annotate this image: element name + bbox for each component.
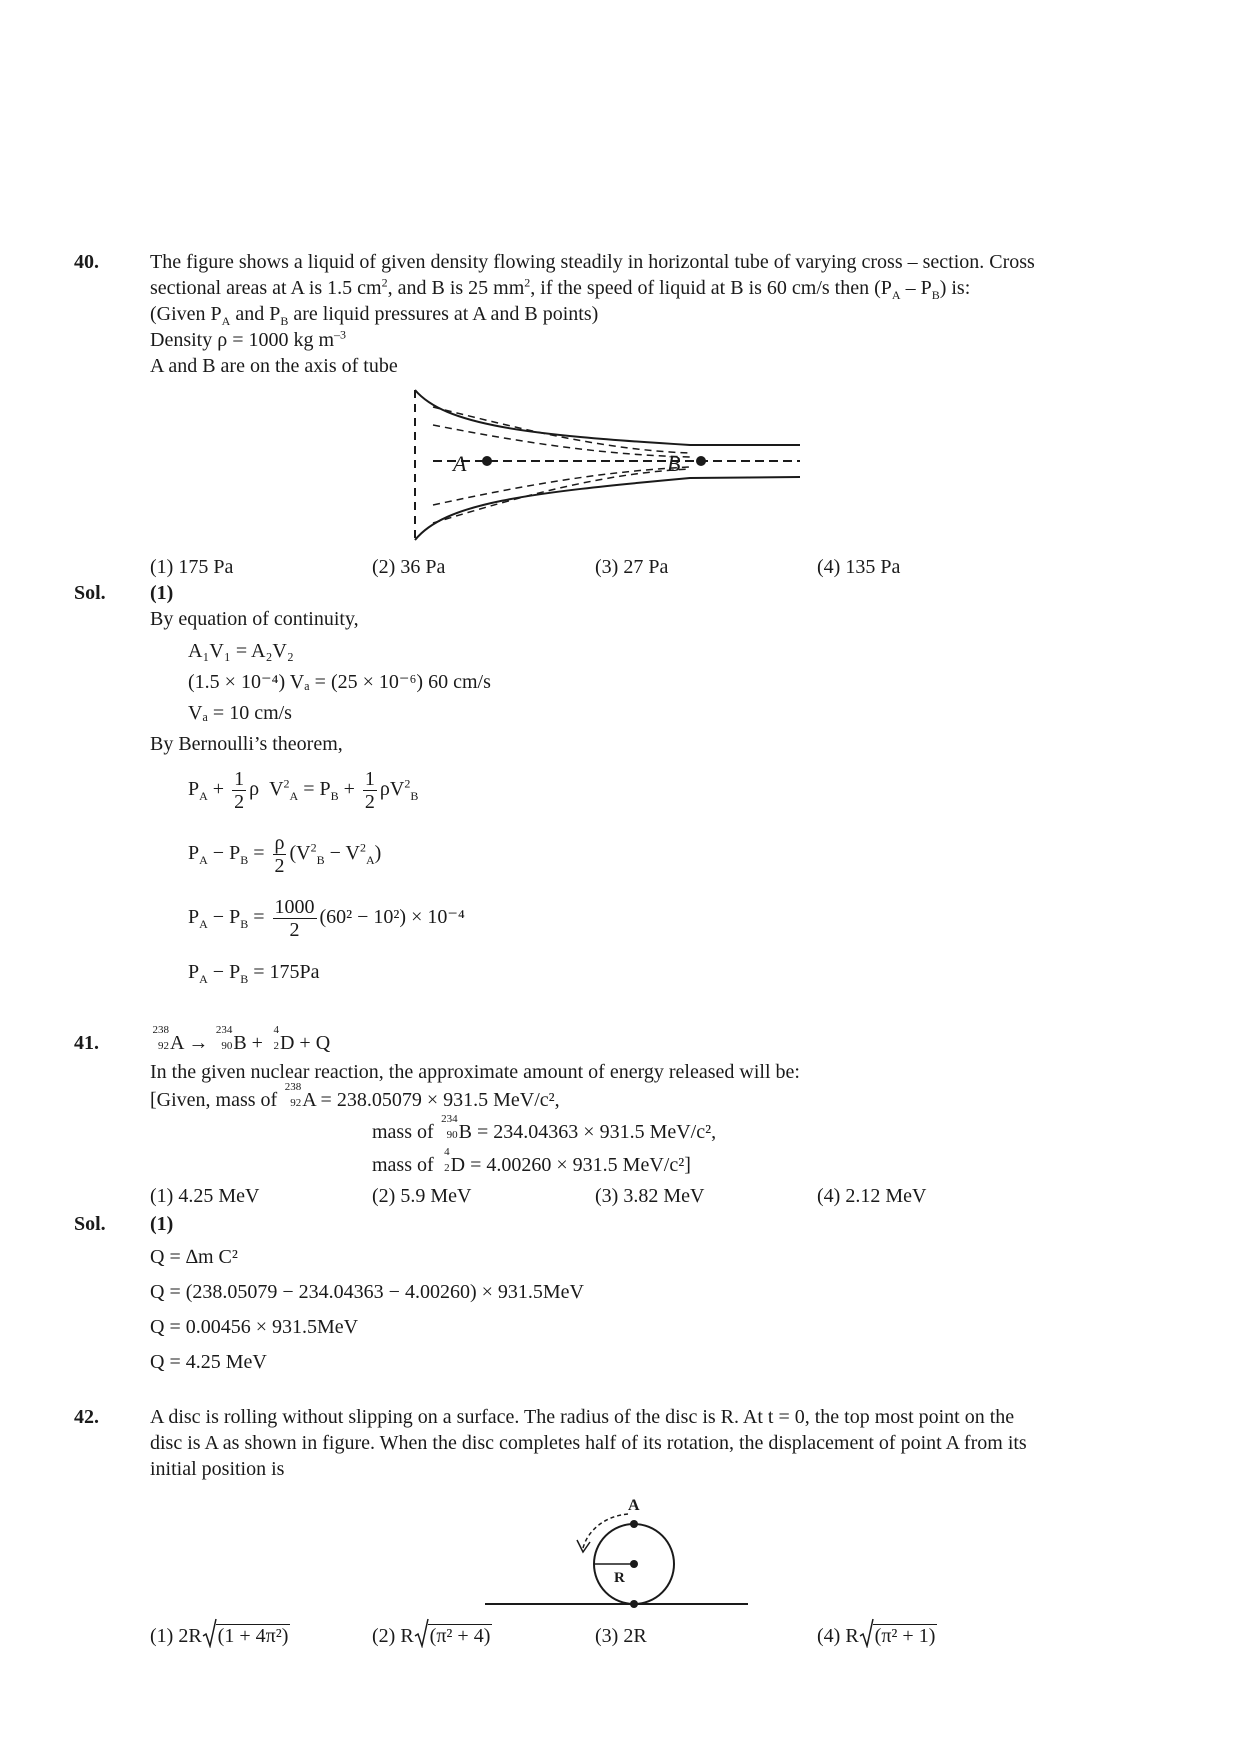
label-r: R bbox=[614, 1570, 625, 1586]
numerator: 1 bbox=[234, 768, 245, 790]
sub-a: A bbox=[365, 853, 375, 868]
sol40-eq-2: (1.5 × 10⁻⁴) Vₐ = (25 × 10⁻⁶) 60 cm/s bbox=[188, 671, 491, 693]
q41-option-3[interactable]: (3) 3.82 MeV bbox=[595, 1185, 705, 1207]
solution-label: Sol. bbox=[74, 582, 106, 604]
q40-text: (Given P bbox=[150, 303, 222, 325]
denominator: 2 bbox=[274, 855, 285, 877]
bernoulli-eq-4 bbox=[188, 960, 320, 985]
sup-2: 2 bbox=[283, 776, 290, 791]
q40-text: , if the speed of liquid at B is 60 cm/s then (P bbox=[530, 277, 892, 299]
sub-a: A bbox=[891, 288, 901, 302]
eq-text: = bbox=[248, 961, 270, 983]
sup-2: 2 bbox=[381, 275, 388, 290]
sub-b: B bbox=[410, 789, 419, 804]
label-b: B bbox=[667, 451, 681, 476]
q42-option-3[interactable]: (3) 2R bbox=[595, 1625, 647, 1647]
atomic-number: 2 bbox=[444, 1162, 450, 1174]
question-number-42: 42. bbox=[74, 1406, 99, 1428]
point-a-dot bbox=[482, 456, 492, 466]
numerator: 1000 bbox=[274, 896, 315, 918]
sol40-line-2: By Bernoulli’s theorem, bbox=[150, 733, 343, 755]
solution-answer: (1) bbox=[150, 1213, 174, 1235]
eq-text: ) bbox=[374, 842, 382, 865]
denominator: 2 bbox=[364, 791, 375, 813]
fraction bbox=[273, 832, 287, 877]
eq-text: + bbox=[338, 778, 360, 801]
option-text: (4) R bbox=[817, 1625, 859, 1647]
mass-number: 238 bbox=[152, 1024, 169, 1036]
contact-point-dot bbox=[630, 1600, 638, 1608]
q40-option-2[interactable]: (2) 36 Pa bbox=[372, 556, 446, 578]
q41-option-2[interactable]: (2) 5.9 MeV bbox=[372, 1185, 472, 1207]
eq-text: P bbox=[188, 961, 200, 983]
q41-given-d bbox=[372, 1146, 691, 1178]
atomic-number: 92 bbox=[158, 1040, 169, 1052]
q40-text: and P bbox=[230, 303, 281, 325]
eq-text: V bbox=[269, 778, 284, 801]
eq-text: ρ bbox=[379, 778, 390, 801]
sub-a: A bbox=[199, 917, 208, 932]
sol41-eq-4: Q = 4.25 MeV bbox=[150, 1351, 267, 1373]
isotope-d bbox=[268, 1024, 280, 1052]
mass-number: 234 bbox=[441, 1113, 458, 1125]
q41-reaction bbox=[150, 1024, 331, 1056]
sqrt bbox=[202, 1624, 291, 1649]
q40-text: – P bbox=[900, 277, 932, 299]
eq-text: − P bbox=[207, 906, 241, 929]
atomic-number: 2 bbox=[273, 1040, 279, 1052]
given-text: mass of bbox=[372, 1121, 434, 1143]
bernoulli-eq-1 bbox=[188, 768, 418, 813]
reaction-text: A → bbox=[170, 1032, 209, 1054]
sub-a: A bbox=[221, 314, 231, 328]
eq-text: − P bbox=[207, 961, 241, 983]
eq-text: = P bbox=[298, 778, 331, 801]
q41-option-4[interactable]: (4) 2.12 MeV bbox=[817, 1185, 927, 1207]
given-text: B = 234.04363 × 931.5 MeV/c², bbox=[458, 1121, 717, 1143]
eq-text: 175Pa bbox=[269, 961, 320, 983]
sub-b: B bbox=[280, 314, 289, 328]
q42-option-2[interactable] bbox=[372, 1624, 492, 1649]
sub-b: B bbox=[240, 853, 249, 868]
eq-text: P bbox=[188, 906, 200, 929]
q40-text: sectional areas at A is 1.5 cm bbox=[150, 277, 382, 299]
isotope-b bbox=[213, 1024, 233, 1052]
sub-b: B bbox=[240, 917, 249, 932]
eq-text: − bbox=[324, 842, 346, 865]
rolling-disc-figure bbox=[480, 1488, 755, 1608]
numerator: 1 bbox=[364, 768, 375, 790]
q41-option-1[interactable]: (1) 4.25 MeV bbox=[150, 1185, 260, 1207]
q40-line-1: The figure shows a liquid of given density flowing steadily in horizontal tube of varying cross – section. Cross bbox=[150, 251, 1035, 273]
eq-text: − P bbox=[207, 842, 241, 865]
eq-text: + bbox=[207, 778, 230, 801]
q42-line-1: A disc is rolling without slipping on a surface. The radius of the disc is R. At t = 0, the top most point on the bbox=[150, 1406, 1015, 1428]
sqrt bbox=[414, 1624, 493, 1649]
q42-option-4[interactable] bbox=[817, 1624, 937, 1649]
solution-answer: (1) bbox=[150, 582, 174, 604]
bernoulli-eq-3 bbox=[188, 896, 465, 941]
isotope-a bbox=[150, 1024, 170, 1052]
bernoulli-eq-2 bbox=[188, 832, 381, 877]
q40-option-4[interactable]: (4) 135 Pa bbox=[817, 556, 901, 578]
q40-text: Density ρ = 1000 kg m bbox=[150, 329, 335, 351]
q40-exp: –3 bbox=[334, 327, 347, 342]
sub-a: A bbox=[199, 789, 208, 804]
reaction-text: D + Q bbox=[279, 1032, 331, 1054]
q40-line-4 bbox=[150, 328, 346, 353]
label-a: A bbox=[453, 451, 467, 476]
sub-a: A bbox=[199, 853, 208, 868]
q42-option-1[interactable] bbox=[150, 1624, 290, 1649]
sub-b: B bbox=[316, 853, 325, 868]
sol40-eq-3: Vₐ = 10 cm/s bbox=[188, 702, 292, 724]
mass-number: 238 bbox=[284, 1081, 302, 1093]
sub-b: B bbox=[931, 288, 940, 302]
radicand: (1 + 4π²) bbox=[217, 1625, 289, 1647]
eq-text: (60² − 10²) × 10⁻⁴ bbox=[319, 906, 465, 929]
given-text: D = 4.00260 × 931.5 MeV/c²] bbox=[450, 1154, 691, 1176]
given-text: A = 238.05079 × 931.5 MeV/c², bbox=[302, 1089, 560, 1111]
question-number-40: 40. bbox=[74, 251, 99, 273]
denominator: 2 bbox=[234, 791, 245, 813]
eq-text: V bbox=[345, 842, 360, 865]
q40-option-3[interactable]: (3) 27 Pa bbox=[595, 556, 669, 578]
sup-2: 2 bbox=[404, 776, 411, 791]
sub-a: A bbox=[199, 972, 208, 986]
sol41-eq-3: Q = 0.00456 × 931.5MeV bbox=[150, 1316, 359, 1338]
atomic-number: 90 bbox=[446, 1129, 458, 1141]
sol41-eq-2: Q = (238.05079 − 234.04363 − 4.00260) × 931.5MeV bbox=[150, 1281, 584, 1303]
q40-text: ) is: bbox=[939, 277, 971, 299]
q41-line-1: In the given nuclear reaction, the approximate amount of energy released will be: bbox=[150, 1061, 800, 1083]
reaction-text: B + bbox=[233, 1032, 263, 1054]
q42-line-3: initial position is bbox=[150, 1458, 285, 1480]
eq-text: = bbox=[248, 906, 270, 929]
radicand: (π² + 1) bbox=[874, 1625, 936, 1647]
given-text: mass of bbox=[372, 1154, 434, 1176]
isotope-a bbox=[282, 1081, 302, 1109]
sub-b: B bbox=[240, 972, 249, 986]
radicand: (π² + 4) bbox=[429, 1625, 491, 1647]
isotope-b bbox=[439, 1113, 459, 1141]
q40-text: , and B is 25 mm bbox=[387, 277, 525, 299]
sol40-eq-1: A₁V₁ = A₂V₂ bbox=[188, 640, 294, 662]
eq-text: ρ bbox=[249, 778, 260, 801]
sqrt bbox=[859, 1624, 938, 1649]
point-a-dot bbox=[630, 1520, 638, 1528]
question-number-41: 41. bbox=[74, 1032, 99, 1054]
q41-given-a bbox=[150, 1081, 560, 1113]
eq-text: = bbox=[248, 842, 270, 865]
fraction bbox=[232, 768, 246, 813]
sup-2: 2 bbox=[359, 840, 366, 855]
tapered-tube-figure bbox=[405, 385, 825, 545]
eq-text: P bbox=[188, 778, 200, 801]
sub-a: A bbox=[289, 789, 299, 804]
mass-number: 4 bbox=[273, 1024, 279, 1036]
q40-line-5: A and B are on the axis of tube bbox=[150, 355, 398, 377]
q42-line-2: disc is A as shown in figure. When the disc completes half of its rotation, the displacement of point A from its bbox=[150, 1432, 1027, 1454]
option-text: (1) 2R bbox=[150, 1625, 202, 1647]
atomic-number: 92 bbox=[290, 1097, 302, 1109]
numerator: ρ bbox=[274, 832, 285, 854]
fraction bbox=[273, 896, 317, 941]
q40-option-1[interactable]: (1) 175 Pa bbox=[150, 556, 234, 578]
q40-text: are liquid pressures at A and B points) bbox=[288, 303, 599, 325]
q40-line-3 bbox=[150, 302, 598, 327]
eq-text: (V bbox=[289, 842, 311, 865]
sup-2: 2 bbox=[310, 840, 317, 855]
sup-2: 2 bbox=[524, 275, 531, 290]
option-text: (2) R bbox=[372, 1625, 414, 1647]
mass-number: 234 bbox=[215, 1024, 233, 1036]
label-a: A bbox=[628, 1497, 640, 1514]
q41-given-b bbox=[372, 1113, 717, 1145]
denominator: 2 bbox=[289, 919, 300, 941]
eq-text: P bbox=[188, 842, 200, 865]
atomic-number: 90 bbox=[221, 1040, 233, 1052]
isotope-d bbox=[439, 1146, 451, 1174]
sub-b: B bbox=[330, 789, 339, 804]
point-b-dot bbox=[696, 456, 706, 466]
mass-number: 4 bbox=[444, 1146, 450, 1158]
q40-line-2 bbox=[150, 276, 970, 301]
fraction bbox=[363, 768, 377, 813]
sol41-eq-1: Q = ∆m C² bbox=[150, 1246, 238, 1268]
sol40-line-1: By equation of continuity, bbox=[150, 608, 359, 630]
solution-label: Sol. bbox=[74, 1213, 106, 1235]
eq-text: V bbox=[389, 778, 405, 801]
given-text: [Given, mass of bbox=[150, 1089, 278, 1111]
